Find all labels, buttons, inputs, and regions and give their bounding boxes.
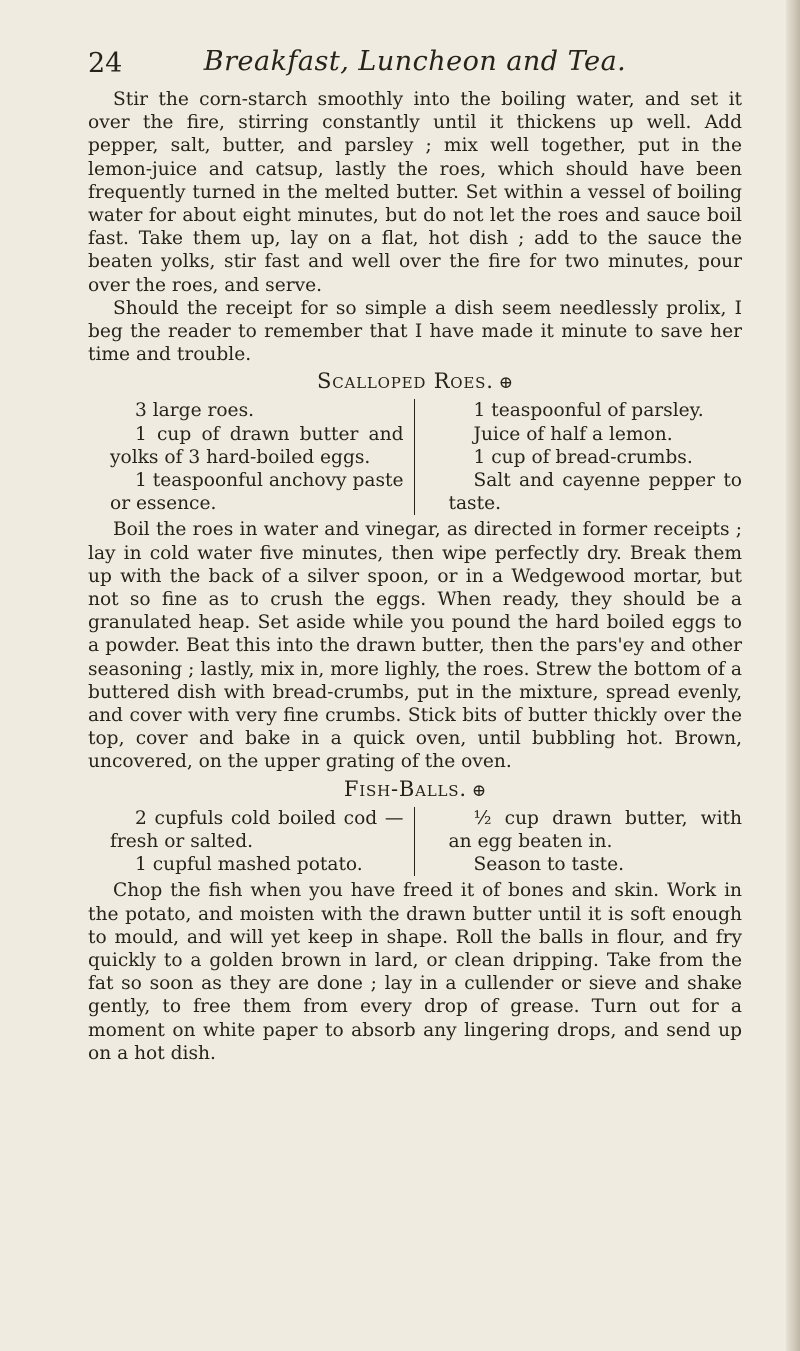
- recipe-fish-balls: [88, 776, 742, 1065]
- recipe-title-text: Scalloped Roes.: [317, 369, 494, 394]
- page-number: 24: [88, 48, 123, 79]
- ingredient-item: 1 cup of drawn butter and yolks of 3 hard-boiled eggs.: [110, 423, 404, 468]
- ingredient-column-left: [88, 399, 415, 515]
- ingredient-item: Season to taste.: [473, 854, 625, 876]
- ingredient-item: 1 teaspoonful of parsley.: [473, 400, 704, 422]
- ingredient-list: [88, 807, 742, 877]
- recipe-mark-icon: ⊕: [471, 780, 487, 801]
- page-header: [88, 42, 742, 82]
- ingredient-item: 3 large roes.: [135, 400, 255, 422]
- ingredient-column-right: [415, 399, 743, 515]
- recipe-title: [88, 368, 742, 397]
- ingredient-item: 1 teaspoonful anchovy paste or essence.: [110, 470, 404, 515]
- ingredient-item: Salt and cayenne pepper to taste.: [448, 470, 742, 515]
- ingredient-column-left: [88, 807, 415, 877]
- intro-section: [88, 88, 742, 366]
- ingredient-item: ½ cup drawn butter, with an egg beaten in.: [448, 807, 742, 852]
- ingredient-item: 1 cup of bread-crumbs.: [473, 446, 693, 468]
- recipe-directions: Boil the roes in water and vinegar, as directed in former receipts ; lay in cold water five minutes, then wipe perfectly dry. Break them up with the back of a silver spoon, or in a Wedgewood mortar, but not so fine as to crush the eggs. When ready, they should be a granulated heap. Set aside while you pound the hard boiled eggs to a powder. Beat this into the drawn butter, then the pars'ey and other seasoning ; lastly, mix in, more lighly, the roes. Strew the bottom of a buttered dish with bread-crumbs, put in the mixture, spread evenly, and cover with very fine crumbs. Stick bits of butter thickly over the top, cover and bake in a quick oven, until bubbling hot. Brown, uncovered, on the upper grating of the oven.: [88, 519, 742, 773]
- book-page: [88, 42, 742, 1065]
- ingredient-column-right: [415, 807, 743, 877]
- recipe-scalloped-roes: [88, 368, 742, 773]
- recipe-mark-icon: ⊕: [498, 373, 513, 394]
- running-title: Breakfast, Luncheon and Tea.: [203, 46, 627, 77]
- ingredient-item: Juice of half a lemon.: [473, 423, 673, 445]
- recipe-title: [88, 776, 742, 805]
- recipe-directions: Chop the fish when you have freed it of bones and skin. Work in the potato, and moisten with the drawn butter until it is soft enough to mould, and will yet keep in shape. Roll the balls in flour, and fry quickly to a golden brown in lard, or clean dripping. Take from the fat so soon as they are done ; lay in a cullender or sieve and shake gently, to free them from every drop of grease. Turn out for a moment on white paper to absorb any lingering drops, and send up on a hot dish.: [88, 880, 742, 1064]
- ingredient-item: 1 cupful mashed potato.: [135, 854, 363, 876]
- ingredient-item: 2 cupfuls cold boiled cod —fresh or salted.: [110, 807, 404, 852]
- recipe-title-text: Fish-Balls.: [343, 776, 467, 801]
- intro-paragraph: Stir the corn-starch smoothly into the boiling water, and set it over the fire, stirring constantly until it thickens up well. Add pepper, salt, butter, and parsley ; mix well together, put in the lemon-juice and catsup, lastly the roes, which should have been frequently turned in the melted butter. Set within a vessel of boiling water for about eight minutes, but do not let the roes and sauce boil fast. Take them up, lay on a flat, hot dish ; add to the sauce the beaten yolks, stir fast and well over the fire for two minutes, pour over the roes, and serve.: [88, 89, 742, 296]
- ingredient-list: [88, 399, 742, 515]
- intro-paragraph: Should the receipt for so simple a dish seem needlessly prolix, I beg the reader to remember that I have made it minute to save her time and trouble.: [88, 297, 742, 366]
- page-edge-shadow: [786, 0, 800, 1351]
